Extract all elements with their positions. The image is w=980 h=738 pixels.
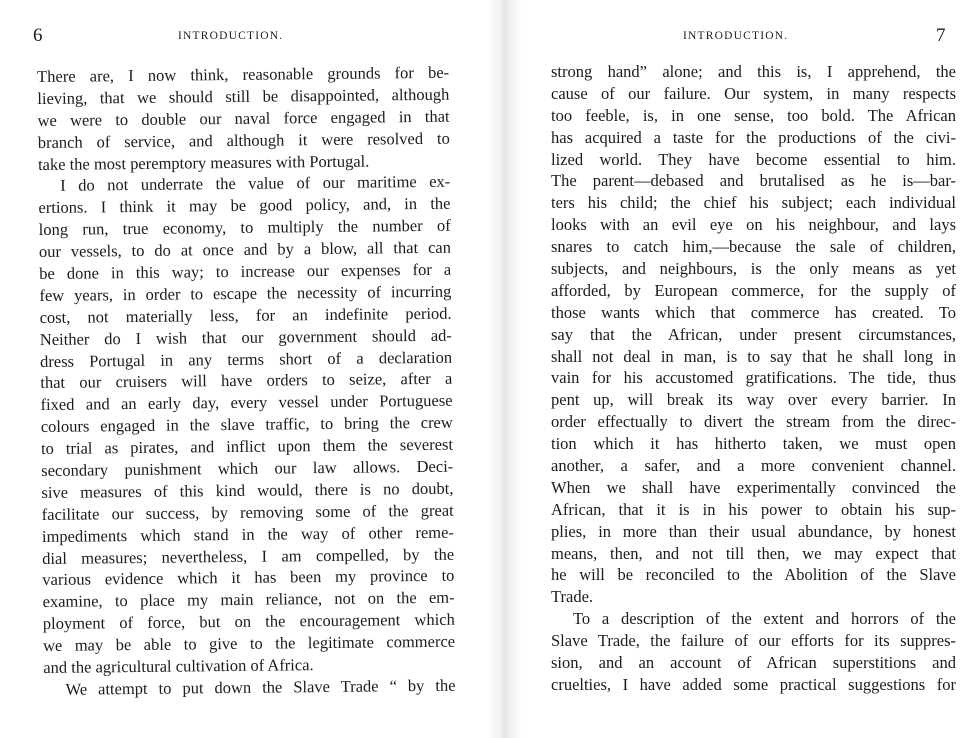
text-line: few years, in order to escape the necessity of incurring bbox=[39, 281, 452, 305]
text-line: strong hand” alone; and this is, I apprehend, the bbox=[551, 62, 956, 81]
text-line: sive measures of this kind would, there is no doubt, bbox=[41, 478, 454, 502]
text-line: take the most peremptory measures with Portugal. bbox=[37, 151, 370, 174]
text-line: fixed and an early day, every vessel under Portuguese bbox=[40, 391, 453, 415]
text-line: too feeble, is, in one sense, too bold. The African bbox=[551, 105, 956, 125]
text-line: secondary punishment which our law allows. Deci- bbox=[41, 456, 454, 481]
text-line: cruelties, I have added some practical suggestions for bbox=[551, 674, 956, 694]
text-line: cause of our failure. Our system, in many respects bbox=[551, 83, 956, 103]
text-line: tion which it has hitherto taken, we must open bbox=[551, 434, 956, 454]
body-text bbox=[551, 61, 956, 696]
text-line: ertions. I think it may be good policy, and, in the bbox=[38, 194, 451, 218]
text-line: examine, to place my main reliance, not on the em- bbox=[42, 588, 455, 612]
text-line: has acquired a taste for the productions of the civi- bbox=[551, 127, 956, 147]
text-line: vain for his accustomed gratifications. The tide, thus bbox=[551, 368, 956, 388]
text-line: we may be able to give to the legitimate commerce bbox=[42, 631, 456, 656]
text-line: dress Portugal in any terms short of a declaration bbox=[39, 347, 453, 371]
text-line: branch of service, and although it were resolved to bbox=[37, 128, 450, 152]
text-line: subjects, and neighbours, is the only means as yet bbox=[551, 259, 956, 279]
text-line: we were to double our naval force engaged in that bbox=[37, 106, 450, 130]
text-line: be done in this way; to increase our expenses for a bbox=[39, 259, 452, 284]
text-line: ployment of force, but on the encouragement which bbox=[42, 609, 455, 634]
text-line: say that the African, under present circumstances, bbox=[551, 324, 956, 344]
running-header: INTRODUCTION. bbox=[178, 30, 284, 42]
text-line: To a description of the extent and horrors of the bbox=[573, 609, 956, 629]
text-line: lized world. They have become essential to him. bbox=[551, 149, 956, 169]
text-line: shall not deal in man, is to say that he shall long in bbox=[551, 346, 956, 366]
page-number: 7 bbox=[936, 25, 946, 46]
text-line: order effectually to divert the stream from the direc- bbox=[551, 412, 956, 432]
text-line: We attempt to put down the Slave Trade “ by the bbox=[65, 675, 456, 699]
text-line: plies, in more than their usual abundance, by honest bbox=[551, 521, 956, 541]
text-line: Trade. bbox=[551, 587, 594, 607]
text-line: facilitate our success, by removing some of the great bbox=[41, 500, 454, 524]
right-page bbox=[515, 0, 980, 738]
running-header: INTRODUCTION. bbox=[683, 30, 789, 42]
text-line: cost, not materially less, for an indefinite period. bbox=[39, 303, 452, 327]
text-line: dial measures; nevertheless, I am compelled, by the bbox=[42, 544, 455, 568]
text-line: ters his child; the chief his subject; each individual bbox=[551, 193, 956, 213]
text-line: Slave Trade, the failure of our efforts for its suppres- bbox=[551, 631, 956, 651]
text-line: There are, I now think, reasonable grounds for be- bbox=[37, 62, 450, 86]
text-line: and the agricultural cultivation of Africa. bbox=[43, 655, 314, 678]
text-line: colours engaged in the slave traffic, to bring the crew bbox=[40, 412, 453, 437]
text-line: those wants which that commerce has created. To bbox=[551, 302, 956, 322]
text-line: When we shall have experimentally convinced the bbox=[551, 477, 956, 497]
text-line: Neither do I wish that our government should ad- bbox=[39, 325, 452, 349]
text-line: African, that it is in his power to obtain his sup- bbox=[551, 499, 956, 519]
text-line: pent up, will break its way over every barrier. In bbox=[551, 390, 956, 410]
text-line: looks with an evil eye on his neighbour, and lays bbox=[551, 215, 956, 235]
text-line: means, then, and not till then, we may expect that bbox=[551, 543, 956, 563]
body-text bbox=[37, 62, 456, 701]
text-line: sion, and an account of African superstitions and bbox=[551, 653, 956, 673]
text-line: lieving, that we should still be disappointed, although bbox=[37, 84, 450, 108]
page-number: 6 bbox=[33, 25, 43, 46]
text-line: I do not underrate the value of our maritime ex- bbox=[60, 172, 451, 196]
text-line: snares to catch him,—because the sale of children, bbox=[551, 237, 956, 257]
text-line: that our cruisers will have orders to seize, after a bbox=[40, 369, 453, 393]
text-line: impediments which stand in the way of other reme- bbox=[41, 522, 455, 546]
text-line: to trial as pirates, and inflict upon them the severest bbox=[40, 434, 454, 459]
text-line: The parent—debased and brutalised as he is—bar- bbox=[551, 171, 956, 191]
text-line: another, a safer, and a more convenient channel. bbox=[551, 456, 956, 476]
text-line: various evidence which it has been my province to bbox=[42, 566, 455, 590]
text-line: long run, true economy, to multiply the number of bbox=[38, 215, 451, 240]
text-line: afforded, by European commerce, for the supply of bbox=[551, 280, 956, 300]
text-line: our vessels, to do at once and by a blow, all that can bbox=[38, 237, 452, 262]
text-line: he will be reconciled to the Abolition of the Slave bbox=[551, 565, 956, 585]
